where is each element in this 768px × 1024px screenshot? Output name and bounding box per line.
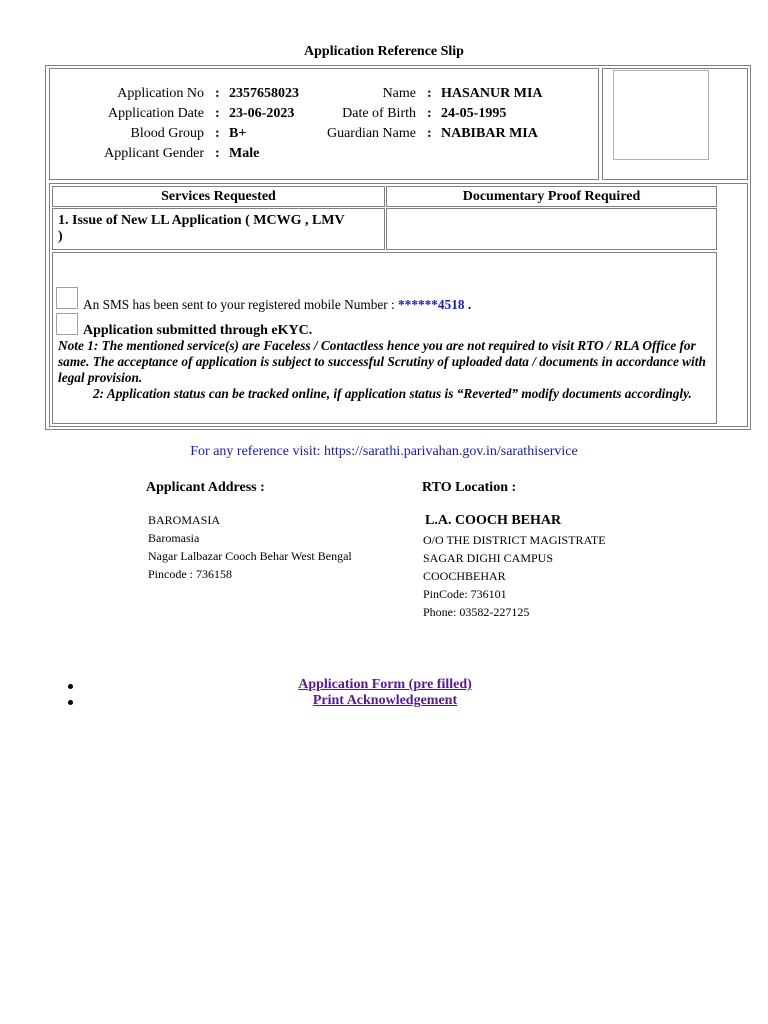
- print-acknowledgement-link[interactable]: Print Acknowledgement: [312, 693, 458, 708]
- address-pincode: Pincode : 736158: [148, 567, 232, 581]
- sms-number: ******4518: [398, 297, 465, 312]
- gender-label: Applicant Gender: [104, 146, 204, 161]
- name-label: Name: [382, 86, 416, 101]
- action-links: [65, 677, 705, 709]
- ekyc-checkbox[interactable]: [56, 313, 78, 335]
- rto-pincode: PinCode: 736101: [423, 587, 507, 601]
- colon: :: [215, 106, 220, 121]
- rto-address: [423, 531, 606, 621]
- photo-placeholder: [613, 70, 709, 160]
- bullet-icon: [68, 700, 73, 705]
- name-value: HASANUR MIA: [441, 86, 543, 101]
- application-no-label: Application No: [117, 86, 204, 101]
- application-date-label: Application Date: [107, 106, 204, 121]
- sms-message: [83, 297, 471, 313]
- colon: :: [215, 146, 220, 161]
- application-date-value: 23-06-2023: [229, 106, 295, 121]
- rto-address-line: COOCHBEHAR: [423, 569, 506, 583]
- address-line: BAROMASIA: [148, 513, 221, 527]
- service-line: 1. Issue of New LL Application ( MCWG , LMV: [58, 213, 345, 228]
- list-item: [65, 693, 705, 709]
- rto-name: L.A. COOCH BEHAR: [425, 513, 562, 528]
- rto-address-line: O/O THE DISTRICT MAGISTRATE: [423, 533, 606, 547]
- dob-value: 24-05-1995: [441, 106, 507, 121]
- rto-phone: Phone: 03582-227125: [423, 605, 530, 619]
- colon: :: [427, 126, 432, 141]
- proof-cell: [386, 208, 717, 250]
- sms-suffix: .: [467, 297, 472, 312]
- sms-text: An SMS has been sent to your registered mobile Number :: [83, 297, 395, 312]
- applicant-info-box: [49, 68, 599, 180]
- bullet-icon: [68, 684, 73, 689]
- rto-location-heading: RTO Location :: [422, 480, 517, 495]
- colon: :: [427, 106, 432, 121]
- application-no-value: 2357658023: [229, 86, 299, 101]
- dob-label: Date of Birth: [342, 106, 416, 121]
- sms-checkbox[interactable]: [56, 287, 78, 309]
- gender-value: Male: [229, 146, 260, 161]
- documentary-proof-header: Documentary Proof Required: [386, 186, 717, 207]
- page-title: Application Reference Slip: [304, 44, 464, 59]
- reference-link-text[interactable]: For any reference visit: https://sarathi.parivahan.gov.in/sarathiservice: [190, 444, 578, 459]
- service-line-end: ): [58, 229, 63, 244]
- address-line: Nagar Lalbazar Cooch Behar West Bengal: [148, 549, 352, 563]
- colon: :: [427, 86, 432, 101]
- guardian-label: Guardian Name: [326, 126, 416, 141]
- ekyc-message: Application submitted through eKYC.: [83, 323, 313, 338]
- list-item: [65, 677, 705, 693]
- address-line: Baromasia: [148, 531, 200, 545]
- note-2: 2: Application status can be tracked online, if application status is “Reverted” modify documents accordingly.: [93, 386, 692, 401]
- colon: :: [215, 86, 220, 101]
- blood-group-label: Blood Group: [130, 126, 204, 141]
- applicant-address: [148, 511, 352, 583]
- services-requested-header: Services Requested: [52, 186, 385, 207]
- notes: [55, 338, 717, 402]
- colon: :: [215, 126, 220, 141]
- applicant-address-heading: Applicant Address :: [146, 480, 265, 495]
- guardian-value: NABIBAR MIA: [441, 126, 538, 141]
- blood-group-value: B+: [229, 126, 247, 141]
- rto-address-line: SAGAR DIGHI CAMPUS: [423, 551, 554, 565]
- note-1: Note 1: The mentioned service(s) are Faceless / Contactless hence you are not required to visit RTO / RLA Office for same. The acceptance of application is subject to successful Scrutiny of uploaded data / documents in accordance with legal provision.: [58, 338, 706, 385]
- service-cell: [52, 208, 385, 250]
- application-form-link[interactable]: Application Form (pre filled): [298, 677, 472, 692]
